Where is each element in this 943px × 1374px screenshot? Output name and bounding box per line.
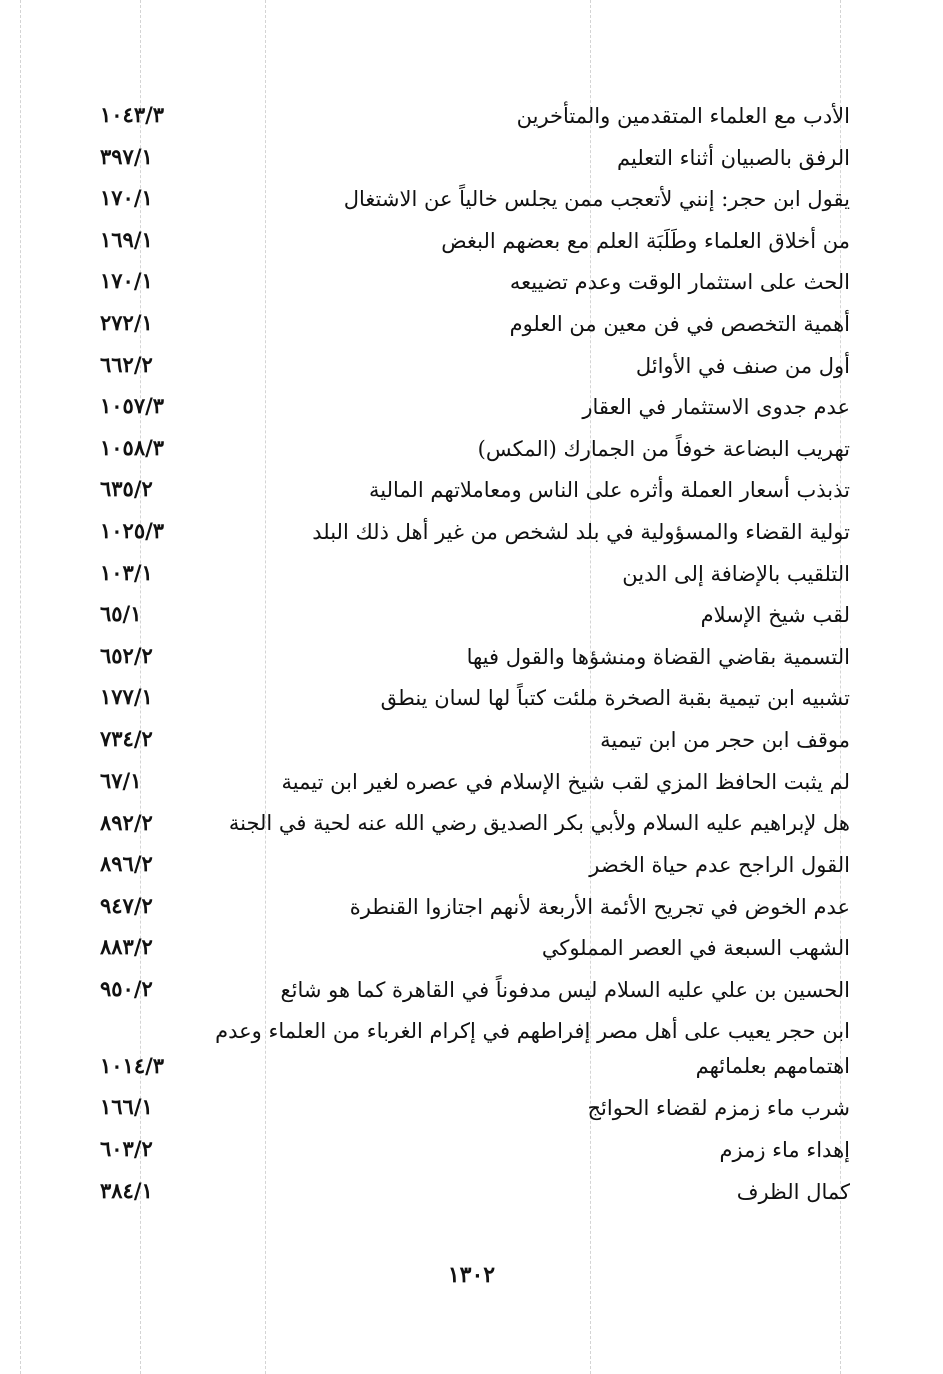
index-entries-list [90,96,850,1213]
entry-reference: ٦٧/١ [100,767,142,793]
entry-reference: ١٧٠/١ [100,268,153,294]
index-entry [90,262,850,304]
entry-reference: ٩٤٧/٢ [100,892,153,918]
entry-reference: ١٠٥٨/٣ [100,434,165,460]
index-entry [90,678,850,720]
entry-reference: ١٧٠/١ [100,185,153,211]
entry-reference: ١٧٧/١ [100,684,153,710]
entry-topic: تذبذب أسعار العملة وأثره على الناس ومعاملاتهم المالية [368,478,850,503]
index-entry [90,512,850,554]
entry-reference: ٦٣٥/٢ [100,476,153,502]
index-entry [90,1088,850,1130]
index-entry [90,720,850,762]
entry-reference: ١٦٩/١ [100,226,153,252]
entry-topic: هل لإبراهيم عليه السلام ولأبي بكر الصديق رضي الله عنه لحية في الجنة [228,811,850,836]
entry-reference: ٢٧٢/١ [100,309,153,335]
index-entry [90,637,850,679]
entry-topic: الشهب السبعة في العصر المملوكي [541,936,850,961]
entry-reference: ٩٥٠/٢ [100,975,153,1001]
entry-reference: ٧٣٤/٢ [100,725,153,751]
index-entry [90,887,850,929]
index-entry [90,179,850,221]
entry-reference: ٣٨٤/١ [100,1177,153,1203]
entry-reference: ١٠١٤/٣ [100,1052,165,1078]
entry-reference: ٣٩٧/١ [100,143,153,169]
entry-topic: تشبيه ابن تيمية بقبة الصخرة ملئت كتباً لها لسان ينطق [380,686,850,711]
index-entry [90,304,850,346]
entry-topic: الرفق بالصبيان أثناء التعليم [617,145,850,170]
entry-topic: يقول ابن حجر: إنني لأتعجب ممن يجلس خالياً عن الاشتغال [343,187,850,212]
entry-reference: ٦٥/١ [100,601,142,627]
index-entry [90,138,850,180]
entry-reference: ١٠٢٥/٣ [100,517,165,543]
entry-topic: تولية القضاء والمسؤولية في بلد لشخص من غير أهل ذلك البلد [312,519,850,544]
entry-topic: عدم جدوى الاستثمار في العقار [582,395,850,420]
entry-topic: أول من صنف في الأوائل [635,353,850,378]
entry-topic: كمال الظرف [736,1179,850,1204]
index-entry [90,96,850,138]
entry-reference: ١٦٦/١ [100,1094,153,1120]
entry-topic: لقب شيخ الإسلام [700,603,850,628]
index-entry [90,429,850,471]
page-number: ١٣٠٢ [447,1262,496,1288]
entry-topic: عدم الخوض في تجريح الأئمة الأربعة لأنهم اجتازوا القنطرة [349,894,850,919]
entry-reference: ٦٠٣/٢ [100,1136,153,1162]
index-entry [90,762,850,804]
entry-topic: إهداء ماء زمزم [719,1138,850,1163]
entry-reference: ٦٥٢/٢ [100,642,153,668]
index-entry [90,928,850,970]
index-entry [90,554,850,596]
entry-topic: من أخلاق العلماء وطَلَبَة العلم مع بعضهم البغض [441,228,850,253]
scan-guide-line [20,0,21,1374]
entry-topic: تهريب البضاعة خوفاً من الجمارك (المكس) [477,436,850,461]
index-entry [90,845,850,887]
entry-reference: ٨٩٢/٢ [100,809,153,835]
entry-reference: ٦٦٢/٢ [100,351,153,377]
index-entry [90,970,850,1012]
entry-topic: الحث على استثمار الوقت وعدم تضييعه [509,270,850,295]
entry-topic: التسمية بقاضي القضاة ومنشؤها والقول فيها [466,644,850,669]
index-entry [90,387,850,429]
entry-topic: شرب ماء زمزم لقضاء الحوائج [587,1096,850,1121]
index-entry [90,595,850,637]
entry-topic: التلقيب بالإضافة إلى الدين [622,561,850,586]
entry-topic: لم يثبت الحافظ المزي لقب شيخ الإسلام في عصره لغير ابن تيمية [281,769,850,794]
entry-topic: الحسين بن علي عليه السلام ليس مدفوناً في القاهرة كما هو شائع [280,977,850,1002]
index-entry [90,803,850,845]
index-entry [90,1172,850,1214]
entry-reference: ١٠٤٣/٣ [100,102,165,127]
index-entry [90,1130,850,1172]
entry-topic: الأدب مع العلماء المتقدمين والمتأخرين [516,104,850,128]
index-entry [90,346,850,388]
entry-topic: ابن حجر يعيب على أهل مصر إفراطهم في إكرام الغرباء من العلماء وعدم اهتمامهم بعلمائهم [215,1019,850,1079]
index-entry [90,470,850,512]
entry-reference: ١٠٣/١ [100,559,153,585]
entry-reference: ٨٩٦/٢ [100,851,153,877]
index-entry [90,1011,850,1088]
entry-topic: موقف ابن حجر من ابن تيمية [600,727,850,752]
entry-reference: ٨٨٣/٢ [100,934,153,960]
entry-topic: القول الراجح عدم حياة الخضر [589,853,850,878]
entry-reference: ١٠٥٧/٣ [100,393,165,419]
entry-topic: أهمية التخصص في فن معين من العلوم [509,311,850,336]
index-entry [90,221,850,263]
